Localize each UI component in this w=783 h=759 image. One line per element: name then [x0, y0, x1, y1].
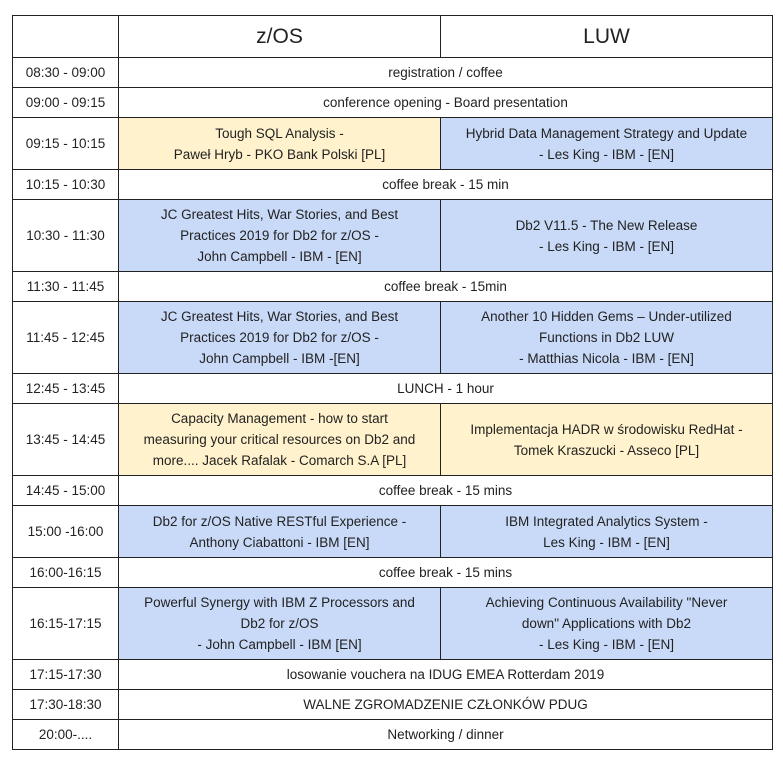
luw-session-cell — [441, 588, 773, 660]
session-text-line: JC Greatest Hits, War Stories, and Best — [160, 207, 399, 222]
schedule-row — [13, 374, 773, 404]
luw-session-cell — [441, 302, 773, 374]
luw-session-cell — [441, 506, 773, 558]
session-text-line: John Campbell - IBM - [EN] — [197, 249, 362, 264]
header-luw: LUW — [441, 16, 773, 58]
schedule-row — [13, 200, 773, 272]
time-cell: 11:30 - 11:45 — [13, 272, 119, 302]
time-cell: 09:00 - 09:15 — [13, 88, 119, 118]
plenary-session-cell: registration / coffee — [119, 58, 773, 88]
agenda-body — [13, 58, 773, 750]
session-text-line: Db2 for z/OS — [240, 616, 319, 631]
schedule-row — [13, 170, 773, 200]
session-text-line: Practices 2019 for Db2 for z/OS - — [180, 330, 379, 345]
session-text-line: Capacity Management - how to start — [171, 411, 388, 426]
session-text-line: Functions in Db2 LUW — [538, 330, 675, 345]
session-text-line: JC Greatest Hits, War Stories, and Best — [160, 309, 399, 324]
session-text-line: Another 10 Hidden Gems – Under-utilized — [481, 309, 732, 324]
zos-session-cell — [119, 506, 441, 558]
schedule-row — [13, 476, 773, 506]
time-cell: 12:45 - 13:45 — [13, 374, 119, 404]
time-cell: 10:15 - 10:30 — [13, 170, 119, 200]
session-text-line: - Les King - IBM - [EN] — [538, 637, 675, 652]
time-cell: 16:15-17:15 — [13, 588, 119, 660]
schedule-row — [13, 588, 773, 660]
time-cell: 13:45 - 14:45 — [13, 404, 119, 476]
session-text-line: measuring your critical resources on Db2 and — [143, 432, 416, 447]
time-cell: 10:30 - 11:30 — [13, 200, 119, 272]
session-text-line: Tomek Kraszucki - Asseco [PL] — [513, 442, 700, 458]
schedule-row — [13, 58, 773, 88]
session-text-line: Db2 V11.5 - The New Release — [515, 217, 698, 233]
plenary-session-cell: conference opening - Board presentation — [119, 88, 773, 118]
time-cell: 09:15 - 10:15 — [13, 118, 119, 170]
time-cell: 08:30 - 09:00 — [13, 58, 119, 88]
schedule-row — [13, 302, 773, 374]
header-time-cell — [13, 16, 119, 58]
time-cell: 17:30-18:30 — [13, 690, 119, 720]
session-text-line: Powerful Synergy with IBM Z Processors and — [144, 595, 415, 610]
session-text-line: - Les King - IBM - [EN] — [538, 238, 675, 254]
schedule-row — [13, 404, 773, 476]
session-text-line: Hybrid Data Management Strategy and Update — [465, 125, 748, 141]
plenary-session-cell: coffee break - 15 mins — [119, 476, 773, 506]
schedule-row — [13, 558, 773, 588]
schedule-row — [13, 118, 773, 170]
session-text-line: Paweł Hryb - PKO Bank Polski [PL] — [173, 146, 386, 162]
plenary-session-cell: coffee break - 15 mins — [119, 558, 773, 588]
session-text-line: - Matthias Nicola - IBM - [EN] — [519, 351, 694, 366]
plenary-session-cell: coffee break - 15min — [119, 272, 773, 302]
session-text-line: - Les King - IBM - [EN] — [538, 146, 675, 162]
time-cell: 16:00-16:15 — [13, 558, 119, 588]
schedule-row — [13, 88, 773, 118]
zos-session-cell — [119, 200, 441, 272]
session-text-line: Tough SQL Analysis - — [215, 125, 344, 141]
zos-session-cell — [119, 404, 441, 476]
zos-session-cell — [119, 302, 441, 374]
time-cell: 11:45 - 12:45 — [13, 302, 119, 374]
session-text-line: more.... Jacek Rafalak - Comarch S.A [PL] — [152, 453, 407, 468]
plenary-session-cell: LUNCH - 1 hour — [119, 374, 773, 404]
header-zos: z/OS — [119, 16, 441, 58]
zos-session-cell — [119, 118, 441, 170]
agenda-table — [12, 15, 773, 750]
time-cell: 20:00-.... — [13, 720, 119, 750]
session-text-line: Implementacja HADR w środowisku RedHat - — [470, 421, 743, 437]
time-cell: 14:45 - 15:00 — [13, 476, 119, 506]
schedule-row — [13, 720, 773, 750]
luw-session-cell — [441, 118, 773, 170]
session-text-line: - John Campbell - IBM [EN] — [197, 637, 362, 652]
zos-session-cell — [119, 588, 441, 660]
time-cell: 17:15-17:30 — [13, 660, 119, 690]
plenary-session-cell: losowanie vouchera na IDUG EMEA Rotterdam 2019 — [119, 660, 773, 690]
luw-session-cell — [441, 200, 773, 272]
plenary-session-cell: coffee break - 15 min — [119, 170, 773, 200]
session-text-line: Anthony Ciabattoni - IBM [EN] — [189, 534, 370, 550]
session-text-line: Les King - IBM - [EN] — [543, 534, 670, 550]
session-text-line: John Campbell - IBM -[EN] — [199, 351, 360, 366]
session-text-line: Db2 for z/OS Native RESTful Experience - — [152, 513, 407, 529]
session-text-line: Achieving Continuous Availability "Never — [485, 595, 728, 610]
session-text-line: Practices 2019 for Db2 for z/OS - — [180, 228, 379, 243]
schedule-row — [13, 272, 773, 302]
plenary-session-cell: Networking / dinner — [119, 720, 773, 750]
schedule-row — [13, 660, 773, 690]
luw-session-cell — [441, 404, 773, 476]
plenary-session-cell: WALNE ZGROMADZENIE CZŁONKÓW PDUG — [119, 690, 773, 720]
session-text-line: IBM Integrated Analytics System - — [505, 513, 708, 529]
schedule-row — [13, 690, 773, 720]
time-cell: 15:00 -16:00 — [13, 506, 119, 558]
session-text-line: down" Applications with Db2 — [521, 616, 692, 631]
schedule-row — [13, 506, 773, 558]
header-row — [13, 16, 773, 58]
